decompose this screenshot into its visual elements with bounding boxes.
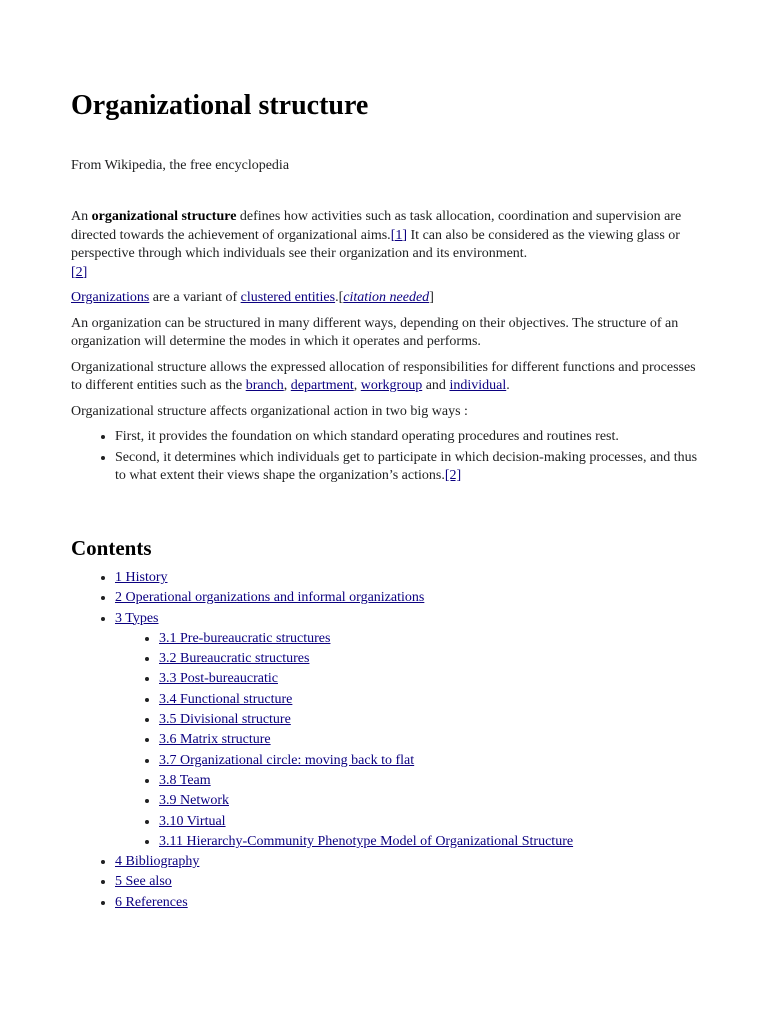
toc-item bbox=[115, 893, 699, 913]
toc-item bbox=[115, 852, 699, 872]
text-run: , bbox=[283, 378, 291, 393]
toc-link-types[interactable]: 3 Types bbox=[115, 610, 159, 626]
toc-subitem bbox=[159, 751, 699, 771]
table-of-contents bbox=[71, 568, 699, 913]
toc-link-3-11[interactable]: 3.11 Hierarchy-Community Phenotype Model of Organizational Structure bbox=[159, 833, 574, 849]
department-link[interactable]: department bbox=[290, 378, 354, 393]
toc-subitem bbox=[159, 690, 699, 710]
toc-sublist bbox=[115, 629, 699, 852]
page-title: Organizational structure bbox=[71, 90, 369, 121]
citation-link-2b[interactable]: [2] bbox=[444, 468, 462, 483]
toc-subitem bbox=[159, 629, 699, 649]
list-item bbox=[115, 449, 699, 486]
toc-link-3-7[interactable]: 3.7 Organizational circle: moving back to flat bbox=[159, 752, 415, 768]
toc-list bbox=[71, 568, 699, 913]
toc-link-3-1[interactable]: 3.1 Pre-bureaucratic structures bbox=[159, 630, 331, 646]
tagline: From Wikipedia, the free encyclopedia bbox=[71, 158, 290, 173]
workgroup-link[interactable]: workgroup bbox=[360, 378, 423, 393]
toc-subitem bbox=[159, 791, 699, 811]
toc-link-3-8[interactable]: 3.8 Team bbox=[159, 772, 211, 788]
citation-link-2[interactable]: [2] bbox=[71, 264, 88, 280]
toc-subitem bbox=[159, 669, 699, 689]
intro-paragraph-5: Organizational structure affects organizational action in two big ways : bbox=[71, 403, 468, 419]
term-bold: organizational structure bbox=[91, 209, 237, 224]
toc-link-history[interactable]: 1 History bbox=[115, 570, 168, 585]
toc-link-bibliography[interactable]: 4 Bibliography bbox=[115, 854, 200, 870]
toc-subitem bbox=[159, 710, 699, 730]
clustered-entities-link[interactable]: clustered entities bbox=[240, 290, 336, 305]
list-item: • First, it provides the foundation on which standard operating procedures and routines rest. bbox=[115, 428, 699, 447]
text-run: Second, it determines which individuals get to participate in which decision-making processes, and thus to what extent their views shape the organization’s actions. bbox=[115, 449, 698, 483]
citation-link-1[interactable]: [1] bbox=[390, 227, 408, 243]
toc-link-references[interactable]: 6 References bbox=[115, 894, 188, 910]
intro-paragraph-4 bbox=[71, 359, 699, 396]
toc-link-see-also[interactable]: 5 See also bbox=[115, 874, 172, 890]
text-run: . bbox=[506, 378, 510, 393]
toc-link-3-4[interactable]: 3.4 Functional structure bbox=[159, 691, 293, 707]
intro-paragraph-2 bbox=[71, 289, 699, 308]
toc-link-operational[interactable]: 2 Operational organizations and informal organizations bbox=[115, 590, 425, 606]
toc-subitem bbox=[159, 771, 699, 791]
text-run: , bbox=[353, 378, 361, 393]
text-run: It can also be considered as the viewing glass or perspective through which individuals see their organization and its environment. bbox=[71, 227, 680, 261]
text-run: An bbox=[71, 209, 92, 224]
toc-item bbox=[115, 588, 699, 608]
text-run: and bbox=[422, 378, 450, 393]
toc-subitem bbox=[159, 649, 699, 669]
toc-item bbox=[115, 609, 699, 853]
toc-subitem bbox=[159, 730, 699, 750]
toc-link-3-5[interactable]: 3.5 Divisional structure bbox=[159, 712, 291, 728]
text-run: .[ bbox=[335, 290, 344, 305]
intro-paragraph-1 bbox=[71, 208, 699, 282]
organizations-link[interactable]: Organizations bbox=[71, 290, 150, 305]
toc-link-3-10[interactable]: 3.10 Virtual bbox=[159, 813, 226, 829]
toc-link-3-2[interactable]: 3.2 Bureaucratic structures bbox=[159, 651, 310, 667]
toc-subitem bbox=[159, 832, 699, 852]
individual-link[interactable]: individual bbox=[449, 378, 507, 393]
toc-item bbox=[115, 872, 699, 892]
text-run: defines how activities such as task allocation, coordination and supervision are directed towards the achievement of organizational aims. bbox=[71, 209, 682, 243]
contents-heading: Contents bbox=[71, 536, 152, 560]
branch-link[interactable]: branch bbox=[245, 378, 284, 393]
toc-item bbox=[115, 568, 699, 588]
effects-list bbox=[71, 428, 699, 486]
toc-link-3-6[interactable]: 3.6 Matrix structure bbox=[159, 732, 271, 748]
article-body bbox=[71, 208, 699, 488]
text-run: Organizational structure allows the expressed allocation of responsibilities for different functions and processes to different entities such as the bbox=[71, 359, 696, 393]
toc-subitem bbox=[159, 812, 699, 832]
text-run: ] bbox=[429, 290, 434, 305]
toc-link-3-3[interactable]: 3.3 Post-bureaucratic bbox=[159, 671, 278, 687]
text-run: are a variant of bbox=[149, 290, 241, 305]
intro-paragraph-3: An organization can be structured in many different ways, depending on their objectives. The structure of an organization will determine the modes in which it operates and performs. bbox=[71, 315, 679, 349]
citation-needed-link[interactable]: citation needed bbox=[343, 290, 430, 305]
toc-link-3-9[interactable]: 3.9 Network bbox=[159, 793, 229, 809]
